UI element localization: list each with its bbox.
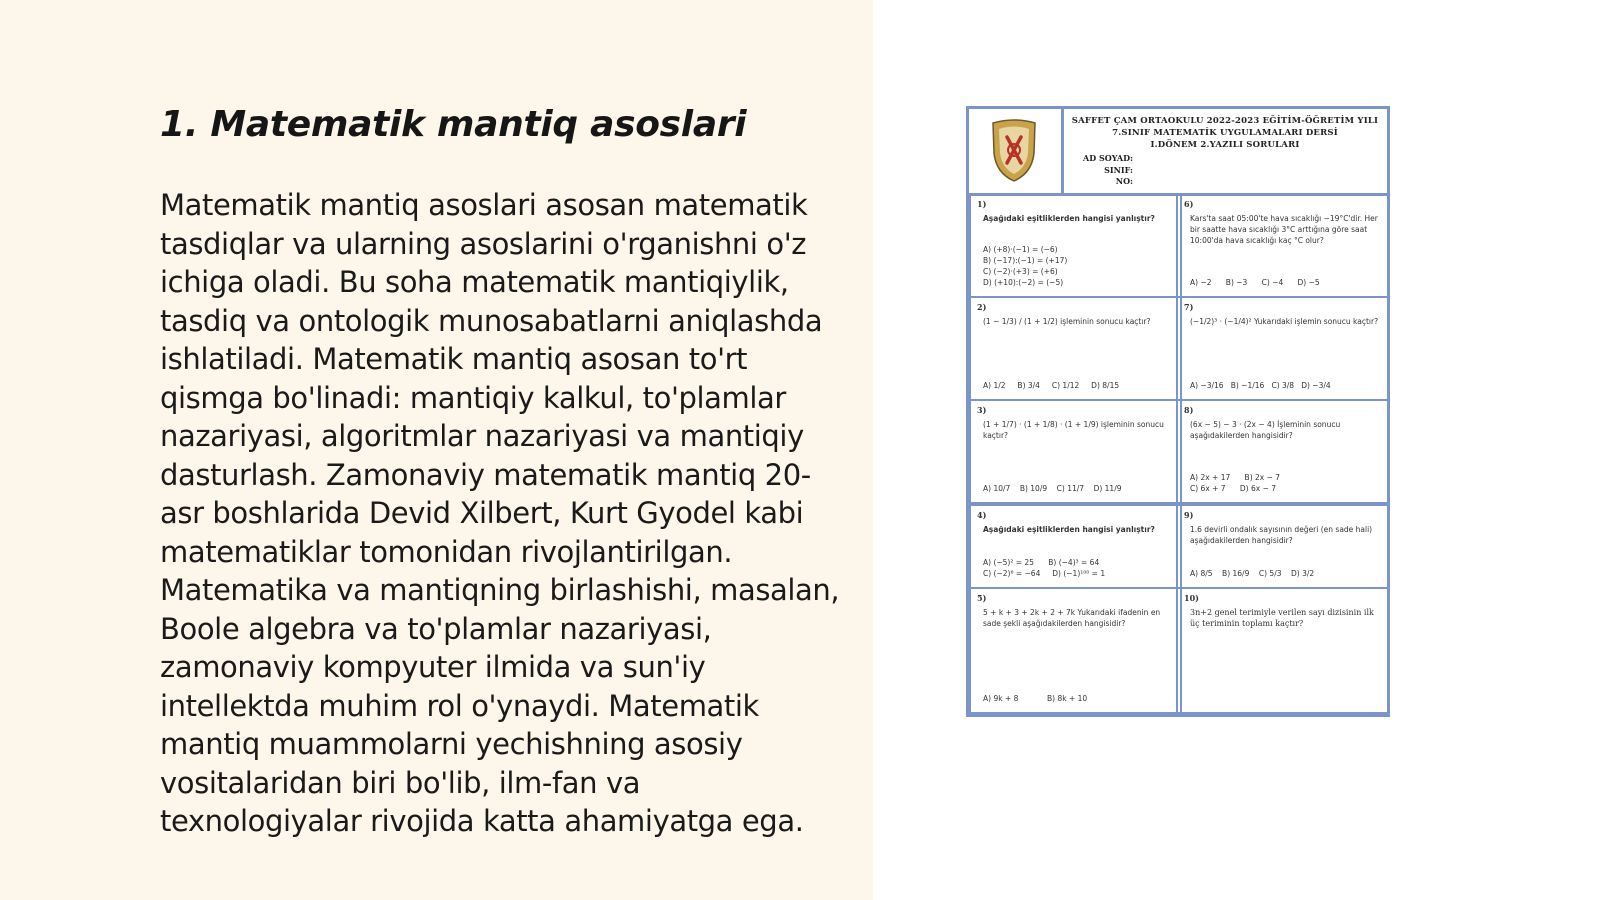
question-options: A) 8/5 B) 16/9 C) 5/3 D) 3/2 [1190, 569, 1315, 578]
student-fields [1081, 153, 1133, 188]
slide-title: 1. Matematik mantiq asoslari [160, 104, 747, 145]
field-label-name: AD SOYAD: [1083, 153, 1133, 163]
question-text: 5 + k + 3 + 2k + 2 + 7k Yukarıdaki ifadenin en sade şekli aşağıdakilerden hangisidir? [983, 608, 1161, 628]
question-number: 9) [1184, 510, 1194, 520]
question-number: 4) [977, 510, 987, 520]
question-options: A) −3/16 B) −1/16 C) 3/8 D) −3/4 [1190, 381, 1331, 390]
question-cell [969, 504, 1182, 589]
question-number: 10) [1184, 593, 1199, 603]
question-cell [969, 587, 1182, 714]
question-cell [1176, 193, 1389, 298]
question-number: 2) [977, 302, 987, 312]
question-number: 7) [1184, 302, 1194, 312]
question-options: A) (−5)² = 25 B) (−4)³ = 64 C) (−2)⁶ = −64 D) (−1)¹⁰⁰ = 1 [983, 558, 1106, 578]
question-number: 1) [977, 199, 987, 209]
question-options: A) 1/2 B) 3/4 C) 1/12 D) 8/15 [983, 381, 1120, 390]
question-number: 5) [977, 593, 987, 603]
exam-header-line: I.DÖNEM 2.YAZILI SORULARI [1150, 140, 1300, 150]
question-cell [1176, 587, 1389, 714]
school-emblem-icon [987, 117, 1041, 183]
question-text: Kars'ta saat 05:00'te hava sıcaklığı −19°C'dir. Her bir saatte hava sıcaklığı 3°C arttığına göre saat 10:00'da hava sıcaklığı kaç °C olur? [1190, 214, 1378, 245]
question-options: A) 10/7 B) 10/9 C) 11/7 D) 11/9 [983, 484, 1122, 493]
question-text: (6x − 5) − 3 · (2x − 4) İşleminin sonucu aşağıdakilerden hangisidir? [1190, 420, 1341, 440]
question-number: 6) [1184, 199, 1194, 209]
exam-title-block [1063, 115, 1387, 151]
slide-body-text: Matematik mantiq asoslari asosan matematik tasdiqlar va ularning asoslarini o'rganishni o'z ichiga oladi. Bu soha matematik mantiqiylik, tasdiq va ontologik munosabatlarni aniqlashda ishlatiladi. Matematik mantiq asosan to'rt qismga bo'linadi: mantiqiy kalkul, to'plamlar nazariyasi, algoritmlar nazariyasi va mantiqiy dasturlash. Zamonaviy matematik mantiq 20-asr boshlarida Devid Xilbert, Kurt Gyodel kabi matematiklar tomonidan rivojlantirilgan. Matematika va mantiqning birlashishi, masalan, Boole algebra va to'plamlar nazariyasi, zamonaviy kompyuter ilmida va sun'iy intellektda muhim rol o'ynaydi. Matematik mantiq muammolarni yechishning asosiy vositalaridan biri bo'lib, ilm-fan va texnologiyalar rivojida katta ahamiyatga ega. [160, 188, 840, 838]
question-options: A) −2 B) −3 C) −4 D) −5 [1190, 278, 1320, 287]
field-label-class: SINIF: [1104, 164, 1133, 175]
question-cell [969, 399, 1182, 504]
question-cell [1176, 399, 1389, 504]
question-text: (1 − 1/3) / (1 + 1/2) işleminin sonucu kaçtır? [983, 317, 1151, 326]
question-cell [1176, 296, 1389, 401]
exam-header-line: 7.SINIF MATEMATİK UYGULAMALARI DERSİ [1112, 128, 1338, 138]
question-text: 3n+2 genel terimiyle verilen sayı dizisinin ilk üç teriminin toplamı kaçtır? [1190, 608, 1374, 628]
question-text: 1.6 devirli ondalık sayısının değeri (en sade hali) aşağıdakilerden hangisidir? [1190, 525, 1373, 545]
question-number: 8) [1184, 405, 1194, 415]
question-options: A) 2x + 17 B) 2x − 7 C) 6x + 7 D) 6x − 7 [1190, 473, 1281, 493]
field-label-number: NO: [1115, 176, 1133, 186]
question-cell [969, 296, 1182, 401]
question-text: Aşağıdaki eşitliklerden hangisi yanlıştır? [983, 525, 1155, 534]
exam-header [969, 109, 1387, 196]
question-text: (−1/2)³ · (−1/4)² Yukarıdaki işlemin sonucu kaçtır? [1190, 317, 1379, 326]
question-options: A) (+8)·(−1) = (−6) B) (−17):(−1) = (+17) C) (−2)·(+3) = (+6) D) (+10):(−2) = (−5) [983, 245, 1068, 287]
question-text: (1 + 1/7) · (1 + 1/8) · (1 + 1/9) işleminin sonucu kaçtır? [983, 420, 1164, 440]
question-cell [1176, 504, 1389, 589]
question-text: Aşağıdaki eşitliklerden hangisi yanlıştır? [983, 214, 1155, 223]
exam-sheet-image [966, 106, 1390, 717]
logo-box [969, 109, 1064, 193]
question-cell [969, 193, 1182, 298]
exam-header-line: SAFFET ÇAM ORTAOKULU 2022-2023 EĞİTİM-ÖĞRETİM YILI [1071, 116, 1379, 126]
question-number: 3) [977, 405, 987, 415]
question-options: A) 9k + 8 B) 8k + 10 [983, 694, 1088, 703]
